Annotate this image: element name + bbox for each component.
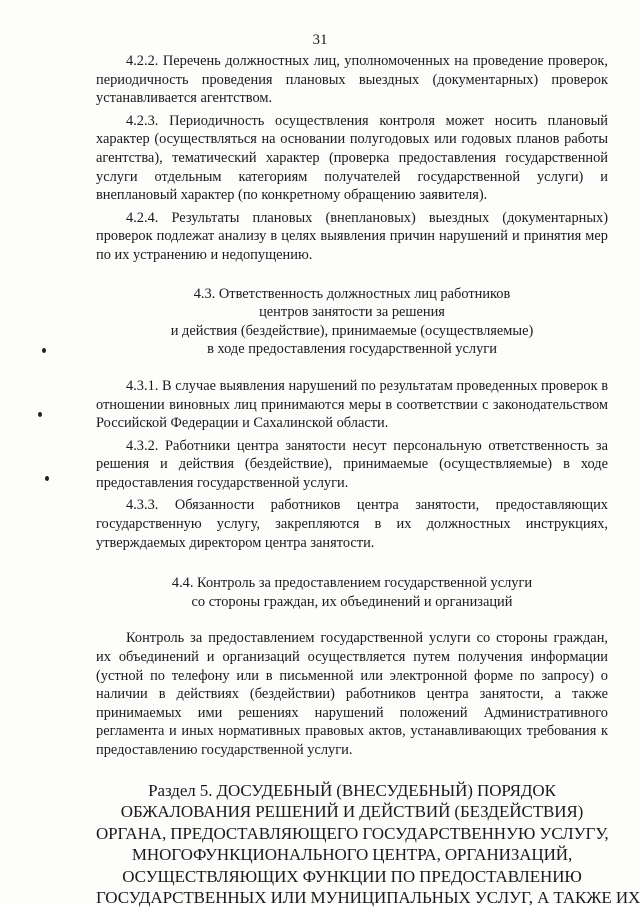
paragraph-4-4: Контроль за предоставлением государственной услуги со стороны граждан, их объединений и организаций осуществляется путем получения информации (устной по телефону или в письменной или электронной форме по запросу) о наличии в действиях (бездействии) работников центра занятости, а также принимаемых ими решениях нарушений положений Административного регламента и иных нормативных правовых актов, устанавливающих требования к предоставлению государственной услуги.: [96, 630, 608, 758]
paragraph-4-3-1: 4.3.1. В случае выявления нарушений по результатам проведенных проверок в отношении виновных лиц принимаются меры в соответствии с законодательством Российской Федерации и Сахалинской области.: [96, 377, 608, 432]
scan-mark: [42, 348, 46, 353]
section-5-heading-line: ОСУЩЕСТВЛЯЮЩИХ ФУНКЦИИ ПО ПРЕДОСТАВЛЕНИЮ: [122, 866, 582, 886]
scan-mark: [45, 476, 49, 481]
section-5-heading-line: Раздел 5. ДОСУДЕБНЫЙ (ВНЕСУДЕБНЫЙ) ПОРЯДОК: [148, 780, 556, 800]
heading-4-4-line: со стороны граждан, их объединений и организаций: [191, 593, 513, 610]
document-body: [96, 52, 640, 909]
paragraph-4-3-3: 4.3.3. Обязанности работников центра занятости, предоставляющих государственную услугу, закрепляются в их должностных инструкциях, утверждаемых директором центра занятости.: [96, 497, 608, 551]
heading-4-4: [96, 574, 608, 611]
heading-4-3-line: центров занятости за решения: [259, 304, 445, 321]
section-5-heading: [96, 780, 640, 909]
section-5-heading-line: ОБЖАЛОВАНИЯ РЕШЕНИЙ И ДЕЙСТВИЙ (БЕЗДЕЙСТВИЯ): [120, 802, 584, 822]
paragraph-4-2-4: 4.2.4. Результаты плановых (внеплановых) выездных (документарных) проверок подлежат анализу в целях выявления причин нарушений и принятия мер по их устранению и недопущению.: [96, 209, 608, 263]
heading-4-3-line: в ходе предоставления государственной услуги: [207, 341, 497, 358]
paragraph-4-3-2: 4.3.2. Работники центра занятости несут персональную ответственность за решения и действия (бездействие), принимаемые (осуществляемые) в ходе предоставления государственной услуги.: [96, 437, 608, 491]
heading-4-4-line: 4.4. Контроль за предоставлением государственной услуги: [171, 575, 533, 592]
page-number: 31: [312, 32, 328, 48]
paragraph-4-2-2: 4.2.2. Перечень должностных лиц, уполномоченных на проведение проверок, периодичность проведения плановых выездных (документарных) проверок устанавливается агентством.: [96, 53, 608, 107]
heading-4-3-line: 4.3. Ответственность должностных лиц работников: [193, 285, 511, 302]
section-5-heading-line: ОРГАНА, ПРЕДОСТАВЛЯЮЩЕГО ГОСУДАРСТВЕННУЮ УСЛУГУ,: [96, 823, 609, 843]
section-5-heading-line: МНОГОФУНКЦИОНАЛЬНОГО ЦЕНТРА, ОРГАНИЗАЦИЙ,: [131, 845, 573, 865]
heading-4-3: [96, 285, 608, 359]
paragraph-4-2-3: 4.2.3. Периодичность осуществления контроля может носить плановый характер (осуществляться на основании полугодовых или годовых планов работы агентства), тематический характер (проверка предоставления государственной услуги отдельным категориям получателей государственной услуги) и внеплановый характер (по конкретному обращению заявителя).: [96, 112, 608, 204]
section-5-heading-line: ГОСУДАРСТВЕННЫХ ИЛИ МУНИЦИПАЛЬНЫХ УСЛУГ, А ТАКЖЕ ИХ: [96, 888, 640, 908]
heading-4-3-line: и действия (бездействие), принимаемые (осуществляемые): [170, 322, 534, 339]
scan-mark: [38, 412, 42, 417]
